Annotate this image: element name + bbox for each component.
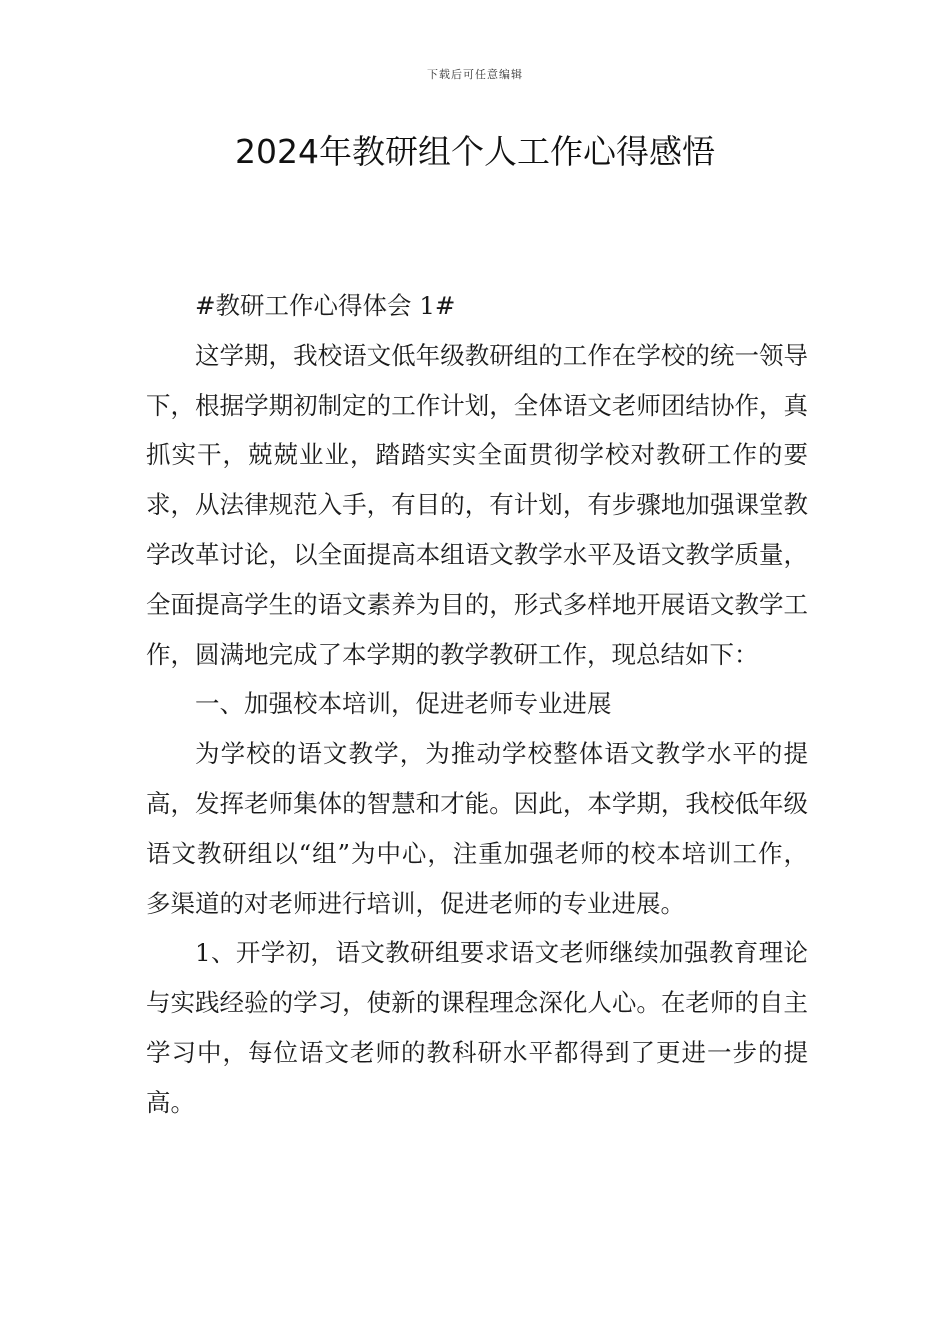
section-heading: #教研工作心得体会 1# xyxy=(195,291,456,320)
paragraph-training: 为学校的语文教学，为推动学校整体语文教学水平的提高，发挥老师集体的智慧和才能。因此，本学期，我校低年级语文教研组以“组”为中心，注重加强老师的校本培训工作，多渠道的对老师进行培训，促进老师的专业进展。 xyxy=(146,739,808,918)
document-body xyxy=(146,281,808,1128)
paragraph-item-1: 1、开学初，语文教研组要求语文老师继续加强教育理论与实践经验的学习，使新的课程理念深化人心。在老师的自主学习中，每位语文老师的教科研水平都得到了更进一步的提高。 xyxy=(146,938,808,1117)
subheading-training: 一、加强校本培训，促进老师专业进展 xyxy=(195,689,612,719)
header-note: 下载后可任意编辑 xyxy=(427,68,523,81)
document-title: 2024年教研组个人工作心得感悟 xyxy=(235,132,715,171)
paragraph-intro: 这学期，我校语文低年级教研组的工作在学校的统一领导下，根据学期初制定的工作计划，全体语文老师团结协作，真抓实干，兢兢业业，踏踏实实全面贯彻学校对教研工作的要求，从法律规范入手，有目的，有计划，有步骤地加强课堂教学改革讨论，以全面提高本组语文教学水平及语文教学质量，全面提高学生的语文素养为目的，形式多样地开展语文教学工作，圆满地完成了本学期的教学教研工作，现总结如下： xyxy=(146,340,808,669)
